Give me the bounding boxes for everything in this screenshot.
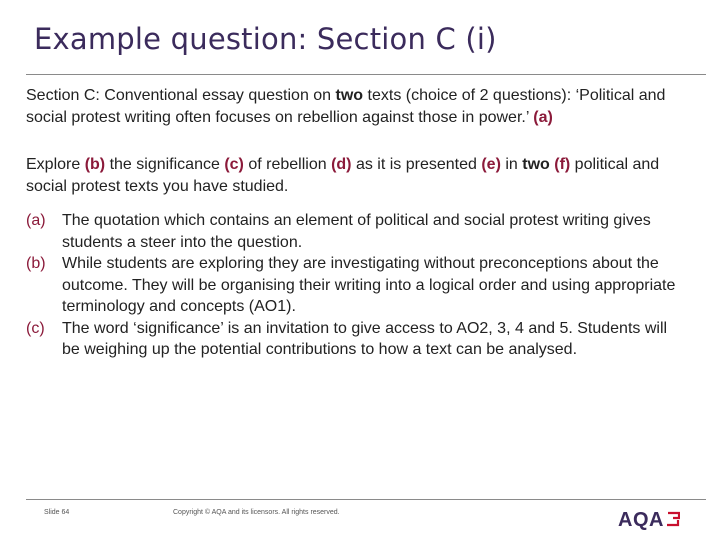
label-f: (f)	[554, 156, 571, 173]
label-e: (e)	[481, 156, 501, 173]
aqa-mark-icon	[666, 510, 680, 530]
question-paragraph	[26, 154, 676, 197]
copyright-notice: Copyright © AQA and its licensors. All rights reserved.	[173, 509, 340, 516]
intro-bold-two: two	[335, 87, 364, 104]
label-d: (d)	[331, 156, 352, 173]
question-text-2: the significance	[105, 156, 225, 173]
question-text-5: in	[500, 156, 523, 173]
question-text-4: as it is presented	[351, 156, 482, 173]
title-divider	[26, 74, 706, 75]
note-item-a	[26, 210, 676, 253]
page-title: Example question: Section C (i)	[34, 22, 497, 56]
question-bold-two: two	[522, 156, 550, 173]
intro-paragraph	[26, 85, 676, 128]
intro-text-1: Section C: Conventional essay question on	[26, 87, 336, 104]
label-c: (c)	[224, 156, 244, 173]
label-b: (b)	[84, 156, 106, 173]
footer-divider	[26, 499, 706, 500]
logo-text: AQA	[618, 509, 664, 531]
note-item-b	[26, 253, 676, 318]
note-text: The quotation which contains an element of political and social protest writing gives students a steer into the question.	[62, 212, 651, 251]
question-text-3: of rebellion	[243, 156, 332, 173]
note-key: (a)	[26, 212, 46, 229]
note-text: While students are exploring they are investigating without preconceptions about the outcome. They will be organising their writing into a logical order and using appropriate terminology and concepts (AO1).	[62, 255, 676, 315]
note-item-c	[26, 318, 676, 361]
note-key: (b)	[26, 255, 46, 272]
slide-number: Slide 64	[44, 509, 70, 516]
note-text: The word ‘significance’ is an invitation to give access to AO2, 3, 4 and 5. Students will be weighing up the potential contributions to how a text can be analysed.	[62, 319, 668, 358]
note-key: (c)	[26, 319, 45, 337]
intro-text-2: texts (choice of 2 questions): ‘Political and social protest writing often focuses on rebellion against those in power.’	[26, 87, 666, 126]
slide-content	[26, 85, 676, 361]
label-a: (a)	[533, 108, 553, 126]
aqa-logo	[618, 510, 680, 530]
question-text-7: political and social protest texts you have studied.	[26, 156, 660, 195]
question-text-1: Explore	[26, 156, 85, 173]
notes-list	[26, 210, 676, 361]
